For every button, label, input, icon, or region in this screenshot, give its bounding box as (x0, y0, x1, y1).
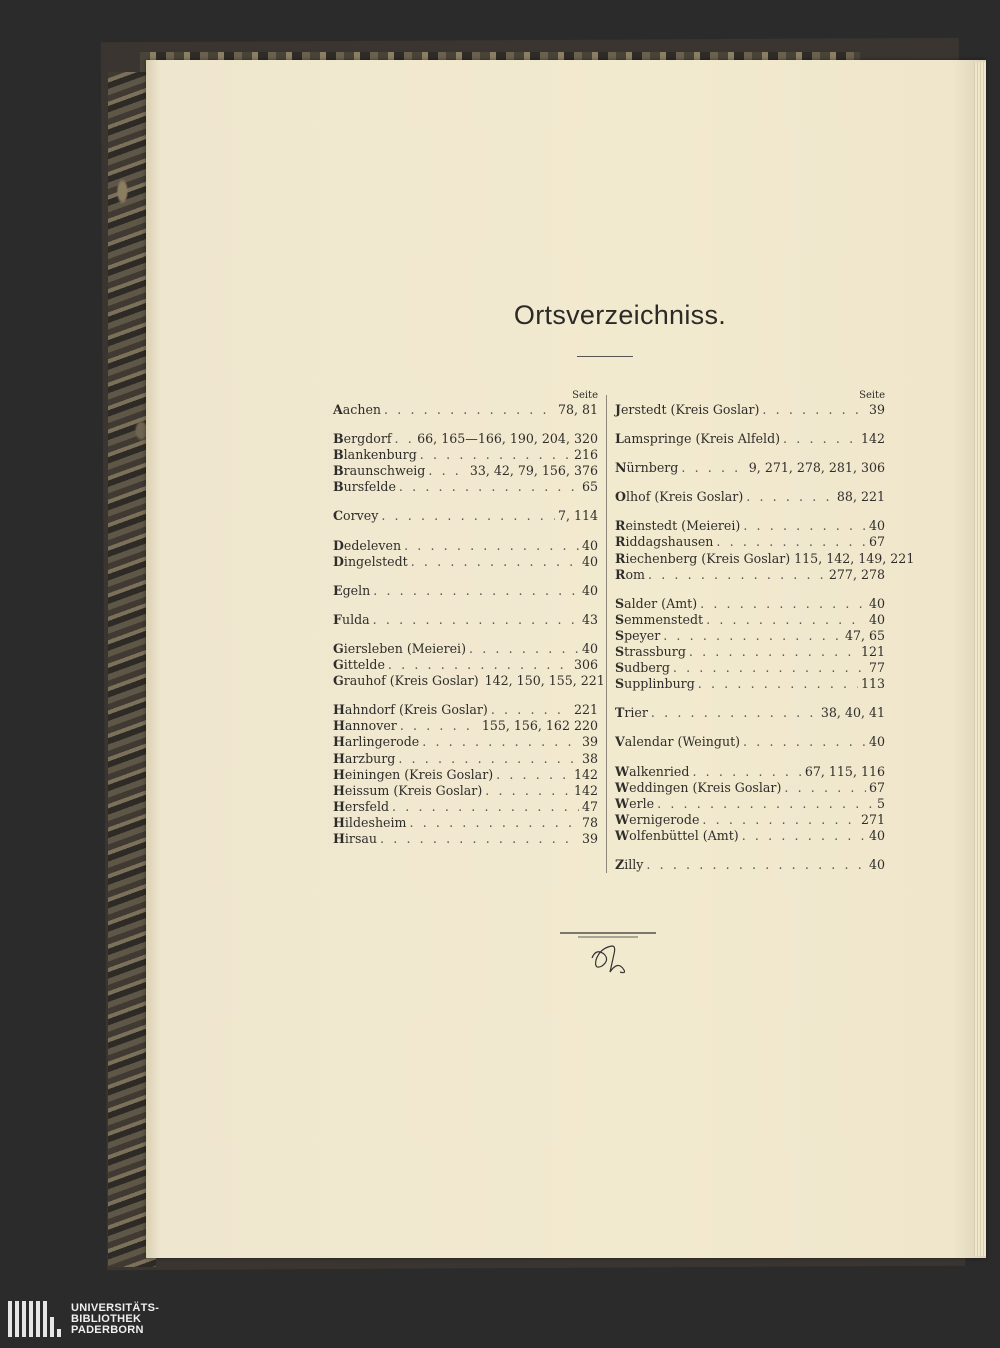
page-numbers: 306 (573, 657, 598, 673)
page-numbers: 39 (581, 830, 598, 846)
logo-text (71, 1303, 159, 1336)
page-numbers: 155, 156, 162 220 (481, 718, 598, 734)
place-name: Trier (615, 705, 648, 721)
page-numbers: 5 (876, 795, 885, 811)
page-numbers: 40 (581, 640, 598, 656)
seite-header-left: Seite (572, 390, 598, 401)
leader-dots (681, 460, 745, 476)
place-name: Riechenberg (Kreis Goslar) (615, 550, 791, 566)
index-entry (615, 676, 885, 692)
index-entry (333, 799, 598, 815)
index-entry (333, 702, 598, 718)
place-name: Hersfeld (333, 798, 390, 814)
index-entry (615, 660, 885, 676)
place-name: Dingelstedt (333, 553, 408, 569)
seite-header-right: Seite (859, 390, 885, 401)
leader-dots (657, 796, 874, 812)
index-entry (333, 767, 598, 783)
place-name: Rom (615, 566, 645, 582)
entry-gap (333, 570, 598, 583)
entry-gap (615, 447, 885, 460)
index-entry (615, 460, 885, 476)
index-entry (615, 518, 885, 534)
entry-gap (615, 721, 885, 734)
entry-gap (615, 418, 885, 431)
leader-dots (420, 447, 571, 463)
place-name: Hannover (333, 718, 397, 734)
leader-dots (395, 431, 415, 447)
leader-dots (742, 828, 866, 844)
index-entry (333, 479, 598, 495)
leader-dots (646, 857, 866, 873)
place-name: Walkenried (615, 763, 690, 779)
index-entry (333, 831, 598, 847)
page-title: Ortsverzeichniss. (513, 300, 727, 330)
page-numbers: 221 (573, 702, 598, 718)
entry-gap (615, 751, 885, 764)
leader-dots (700, 596, 866, 612)
index-entry (333, 783, 598, 799)
leader-dots (702, 812, 858, 828)
leader-dots (651, 705, 818, 721)
left-entries (333, 402, 605, 847)
entry-gap (333, 525, 598, 538)
leader-dots (373, 583, 579, 599)
page-numbers: 67 (868, 779, 885, 795)
index-entry (333, 463, 598, 479)
leader-dots (404, 538, 579, 554)
place-name: Wolfenbüttel (Amt) (615, 827, 739, 843)
entry-gap (615, 505, 885, 518)
page-numbers: 40 (581, 553, 598, 569)
index-entry (333, 431, 598, 447)
page-numbers: 65 (581, 479, 598, 495)
index-entry (615, 812, 885, 828)
entry-gap (615, 583, 885, 596)
right-entries (615, 402, 915, 873)
page-numbers: 115, 142, 149, 221 (794, 550, 915, 566)
entry-gap (333, 628, 598, 641)
leader-dots (392, 799, 579, 815)
column-divider (606, 395, 607, 873)
index-entry (615, 705, 885, 721)
place-name: Weddingen (Kreis Goslar) (615, 779, 782, 795)
page-numbers: 142 (860, 431, 885, 447)
leader-dots (381, 508, 555, 524)
index-entry (333, 718, 598, 734)
page-numbers: 277, 278 (828, 566, 885, 582)
page-numbers: 33, 42, 79, 156, 376 (469, 463, 598, 479)
leader-dots (411, 554, 579, 570)
place-name: Dedeleven (333, 537, 402, 553)
page-numbers: 39 (868, 402, 885, 417)
index-entry (615, 780, 885, 796)
index-entry (333, 751, 598, 767)
page-numbers: 40 (868, 518, 885, 534)
leader-dots (743, 518, 866, 534)
page-numbers: 38 (581, 750, 598, 766)
page-numbers: 142 (573, 782, 598, 798)
page-numbers: 216 (573, 447, 598, 463)
place-name: Lamspringe (Kreis Alfeld) (615, 431, 781, 447)
leader-dots (409, 815, 578, 831)
tailpiece-ornament-icon (558, 930, 658, 976)
page-numbers: 67 (868, 534, 885, 550)
place-name: Strassburg (615, 644, 686, 660)
place-name: Corvey (333, 508, 379, 524)
place-name: Wernigerode (615, 811, 700, 827)
place-name: Heiningen (Kreis Goslar) (333, 766, 494, 782)
page-numbers: 40 (581, 582, 598, 598)
leader-dots (692, 764, 801, 780)
place-name: Valendar (Weingut) (615, 734, 741, 750)
page-numbers: 78 (581, 814, 598, 830)
place-name: Semmenstedt (615, 611, 704, 627)
leader-dots (784, 780, 866, 796)
index-column-left (333, 390, 605, 847)
page-numbers: 88, 221 (836, 489, 885, 505)
page-numbers: 77 (868, 660, 885, 676)
leader-dots (485, 783, 571, 799)
page-numbers: 47, 65 (844, 627, 885, 643)
place-name: Hildesheim (333, 814, 407, 830)
page-numbers: 40 (868, 611, 885, 627)
leader-dots (388, 657, 571, 673)
leader-dots (698, 676, 858, 692)
page-edges (974, 62, 986, 1256)
place-name: Salder (Amt) (615, 595, 698, 611)
place-name: Speyer (615, 627, 661, 643)
index-entry (615, 567, 885, 583)
page-numbers: 39 (581, 734, 598, 750)
place-name: Nürnberg (615, 460, 679, 476)
page-numbers: 271 (860, 811, 885, 827)
place-name: Supplinburg (615, 676, 695, 692)
index-entry (615, 550, 915, 567)
place-name: Reinstedt (Meierei) (615, 518, 741, 534)
index-entry (333, 734, 598, 750)
place-name: Riddagshausen (615, 534, 714, 550)
index-entry (615, 796, 885, 812)
logo-line-3: PADERBORN (71, 1323, 144, 1336)
page-numbers: 40 (868, 734, 885, 750)
entry-gap (333, 599, 598, 612)
place-name: Gittelde (333, 657, 385, 673)
leader-dots (380, 831, 579, 847)
index-entry (333, 402, 598, 418)
place-name: Harzburg (333, 750, 396, 766)
place-name: Hahndorf (Kreis Goslar) (333, 702, 488, 718)
library-logo (8, 1300, 159, 1338)
leader-dots (673, 660, 866, 676)
place-name: Werle (615, 795, 655, 811)
leader-dots (746, 489, 834, 505)
index-entry (615, 534, 885, 550)
index-entry (615, 828, 885, 844)
page-numbers: 9, 271, 278, 281, 306 (748, 460, 885, 476)
place-name: Braunschweig (333, 463, 426, 479)
index-entry (333, 641, 598, 657)
index-entry (333, 447, 598, 463)
index-entry (615, 402, 885, 418)
leader-dots (373, 612, 579, 628)
page-numbers: 38, 40, 41 (820, 705, 885, 721)
leader-dots (743, 734, 866, 750)
entry-gap (333, 495, 598, 508)
page-numbers: 40 (581, 537, 598, 553)
entry-gap (615, 844, 885, 857)
index-entry (333, 815, 598, 831)
leader-dots (716, 534, 866, 550)
logo-line-2: BIBLIOTHEK (71, 1312, 142, 1325)
place-name: Olhof (Kreis Goslar) (615, 489, 744, 505)
index-entry (615, 644, 885, 660)
index-entry (615, 764, 885, 780)
index-entry (333, 538, 598, 554)
page-numbers: 78, 81 (557, 402, 598, 417)
place-name: Grauhof (Kreis Goslar) (333, 673, 479, 689)
place-name: Hirsau (333, 830, 378, 846)
leader-dots (648, 567, 826, 583)
page-numbers: 40 (868, 856, 885, 872)
page-numbers: 67, 115, 116 (804, 763, 885, 779)
leader-dots (384, 402, 555, 418)
place-name: Zilly (615, 856, 644, 872)
index-entry (615, 734, 885, 750)
leader-dots (496, 767, 571, 783)
place-name: Harlingerode (333, 734, 420, 750)
entry-gap (333, 689, 598, 702)
page-numbers: 40 (868, 595, 885, 611)
page-numbers: 66, 165—166, 190, 204, 320 (417, 431, 598, 447)
place-name: Bursfelde (333, 479, 396, 495)
leader-dots (428, 463, 466, 479)
page-numbers: 121 (860, 644, 885, 660)
leader-dots (491, 702, 571, 718)
place-name: Heissum (Kreis Goslar) (333, 782, 483, 798)
entry-gap (615, 692, 885, 705)
logo-line-1: UNIVERSITÄTS- (71, 1301, 160, 1314)
index-column-right (615, 390, 915, 873)
page-numbers: 7, 114 (557, 508, 598, 524)
leader-dots (422, 734, 579, 750)
place-name: Sudberg (615, 660, 670, 676)
index-entry (615, 431, 885, 447)
leader-dots (400, 718, 479, 734)
place-name: Blankenburg (333, 447, 417, 463)
page-numbers: 40 (868, 827, 885, 843)
index-entry (333, 554, 598, 570)
leader-dots (783, 431, 858, 447)
place-name: Aachen (333, 402, 382, 417)
index-entry (333, 657, 598, 673)
place-name: Bergdorf (333, 431, 392, 447)
page-numbers: 113 (860, 676, 885, 692)
page-numbers: 142, 150, 155, 221 (484, 673, 605, 689)
index-entry (615, 596, 885, 612)
index-entry (333, 583, 598, 599)
place-name: Fulda (333, 611, 370, 627)
page-numbers: 47 (581, 798, 598, 814)
page-numbers: 43 (581, 611, 598, 627)
index-entry (615, 489, 885, 505)
leader-dots (706, 612, 866, 628)
leader-dots (663, 628, 842, 644)
index-entry (333, 508, 598, 524)
title-rule (577, 356, 633, 357)
leader-dots (762, 402, 866, 418)
place-name: Giersleben (Meierei) (333, 640, 466, 656)
place-name: Egeln (333, 582, 371, 598)
leader-dots (469, 641, 579, 657)
leader-dots (398, 751, 579, 767)
logo-bars-icon (8, 1301, 61, 1337)
index-entry (615, 628, 885, 644)
index-entry (333, 612, 598, 628)
leader-dots (399, 479, 579, 495)
entry-gap (615, 476, 885, 489)
entry-gap (333, 418, 598, 431)
place-name: Jerstedt (Kreis Goslar) (615, 402, 760, 417)
leader-dots (689, 644, 858, 660)
index-entry (615, 857, 885, 873)
page-numbers: 142 (573, 766, 598, 782)
index-entry (333, 673, 605, 689)
index-entry (615, 612, 885, 628)
